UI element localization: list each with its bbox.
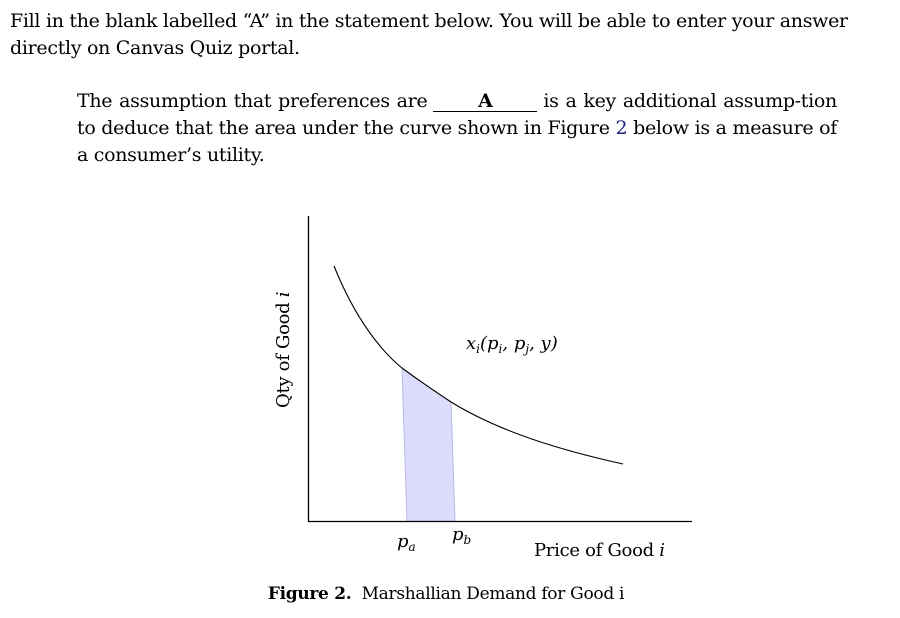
- statement-before-blank: The assumption that preferences are: [77, 90, 428, 112]
- caption-number: Figure 2.: [267, 584, 352, 604]
- statement-after-blank: is a key additional assump-tion to deduce that the area under the curve shown in Figure: [77, 90, 837, 139]
- tick-label-pa: $p_a$: [397, 531, 416, 554]
- tick-label-pb: $p_b$: [452, 524, 472, 547]
- x-axis-label: Price of Good i: [534, 540, 665, 561]
- demand-curve: [334, 266, 623, 464]
- curve-label: $x_i(p_i$, $p_j$, y): [466, 333, 558, 356]
- statement-end: below is a measure of a consumer’s utility.: [77, 117, 837, 166]
- caption-text: Marshallian Demand for Good i: [361, 584, 625, 604]
- figure-reference-link[interactable]: 2: [615, 117, 628, 139]
- blank-a: A: [433, 91, 537, 112]
- y-axis-label: Qty of Good i: [273, 291, 294, 408]
- figure-caption: [0, 584, 892, 604]
- question-instructions: Fill in the blank labelled “A” in the statement below. You will be able to enter your answer directly on Canvas Quiz portal.: [10, 10, 848, 59]
- shaded-area: [402, 368, 455, 521]
